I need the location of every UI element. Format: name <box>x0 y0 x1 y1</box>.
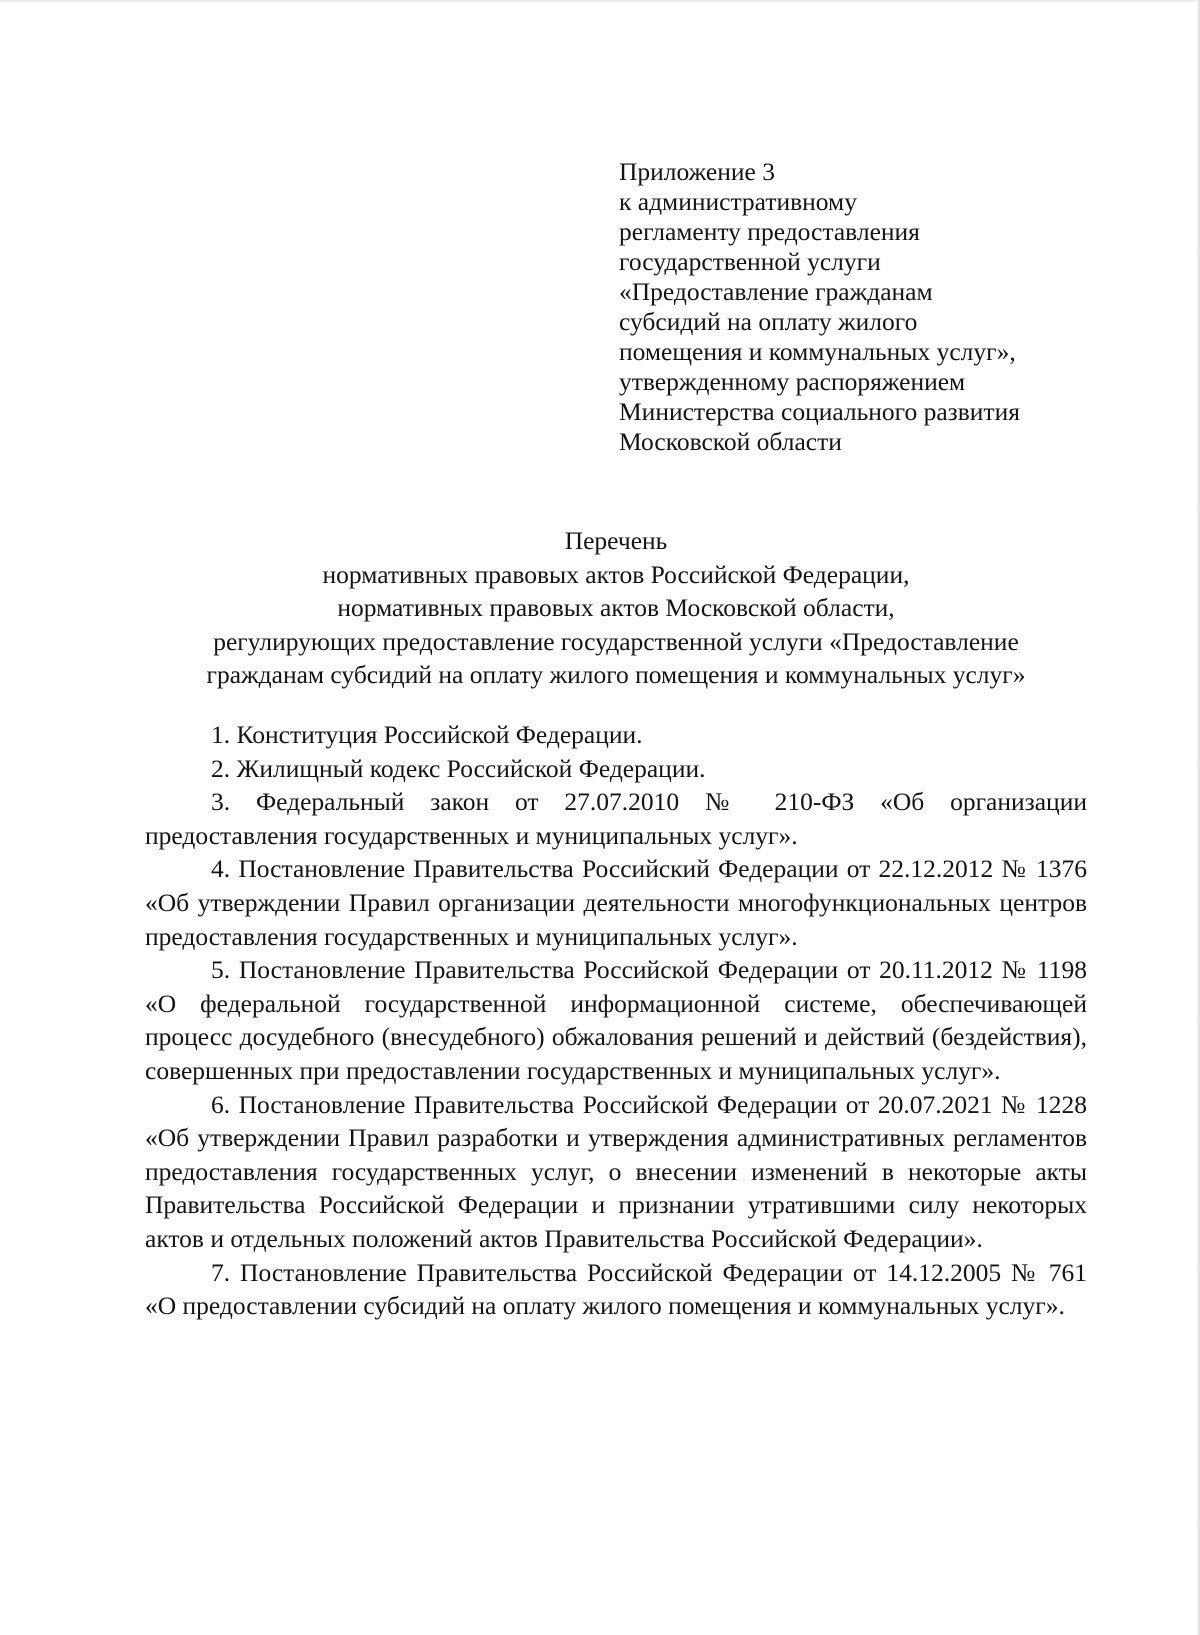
title-line: гражданам субсидий на оплату жилого помещения и коммунальных услуг» <box>206 660 1026 689</box>
appendix-line: Приложение 3 <box>619 157 775 186</box>
scan-edge-top <box>0 0 1200 3</box>
list-item: 6. Постановление Правительства Российской Федерации от 20.07.2021 № 1228 «Об утверждении Правил разработки и утверждения административных регламентов предоставления государственных услуг, о внесении изменений в некоторые акты Правительства Российской Федерации и признании утратившими силу некоторых актов и отдельных положений актов Правительства Российской Федерации». <box>145 1089 1087 1253</box>
appendix-line: Министерства социального развития <box>619 397 1020 426</box>
appendix-line: помещения и коммунальных услуг», <box>619 337 1016 366</box>
title-line: нормативных правовых актов Российской Федерации, <box>322 559 910 589</box>
list-item: 7. Постановление Правительства Российской Федерации от 14.12.2005 № 761 «О предоставлении субсидий на оплату жилого помещения и коммунальных услуг». <box>145 1257 1087 1321</box>
appendix-line: «Предоставление гражданам <box>619 277 933 306</box>
appendix-header <box>619 157 1089 457</box>
document-title <box>140 524 1092 692</box>
appendix-line: утвержденному распоряжением <box>619 367 966 396</box>
scan-edge-right <box>1196 0 1200 1635</box>
appendix-line: к административному <box>619 187 857 216</box>
legal-acts-list <box>145 718 1087 1323</box>
appendix-line: субсидий на оплату жилого <box>619 307 918 336</box>
appendix-line: регламенту предоставления <box>619 217 920 246</box>
list-item: 5. Постановление Правительства Российской Федерации от 20.11.2012 № 1198 «О федеральной государственной информационной системе, обеспечивающей процесс досудебного (внесудебного) обжалования решений и действий (бездействия), совершенных при предоставлении государственных и муниципальных услуг». <box>145 955 1087 1085</box>
list-item: 3. Федеральный закон от 27.07.2010 № 210-ФЗ «Об организации предоставления государственных и муниципальных услуг». <box>145 787 1087 850</box>
appendix-line: государственной услуги <box>619 247 881 276</box>
list-item: 1. Конституция Российской Федерации. <box>211 720 643 749</box>
title-line: регулирующих предоставление государственной услуги «Предоставление <box>213 626 1019 656</box>
list-item: 2. Жилищный кодекс Российской Федерации. <box>211 753 706 783</box>
title-line: Перечень <box>564 526 668 555</box>
list-item: 4. Постановление Правительства Российский Федерации от 22.12.2012 № 1376 «Об утверждении Правил организации деятельности многофункциональных центров предоставления государственных и муниципальных услуг». <box>145 854 1087 951</box>
appendix-line: Московской области <box>619 427 842 456</box>
title-line: нормативных правовых актов Московской области, <box>337 593 895 622</box>
